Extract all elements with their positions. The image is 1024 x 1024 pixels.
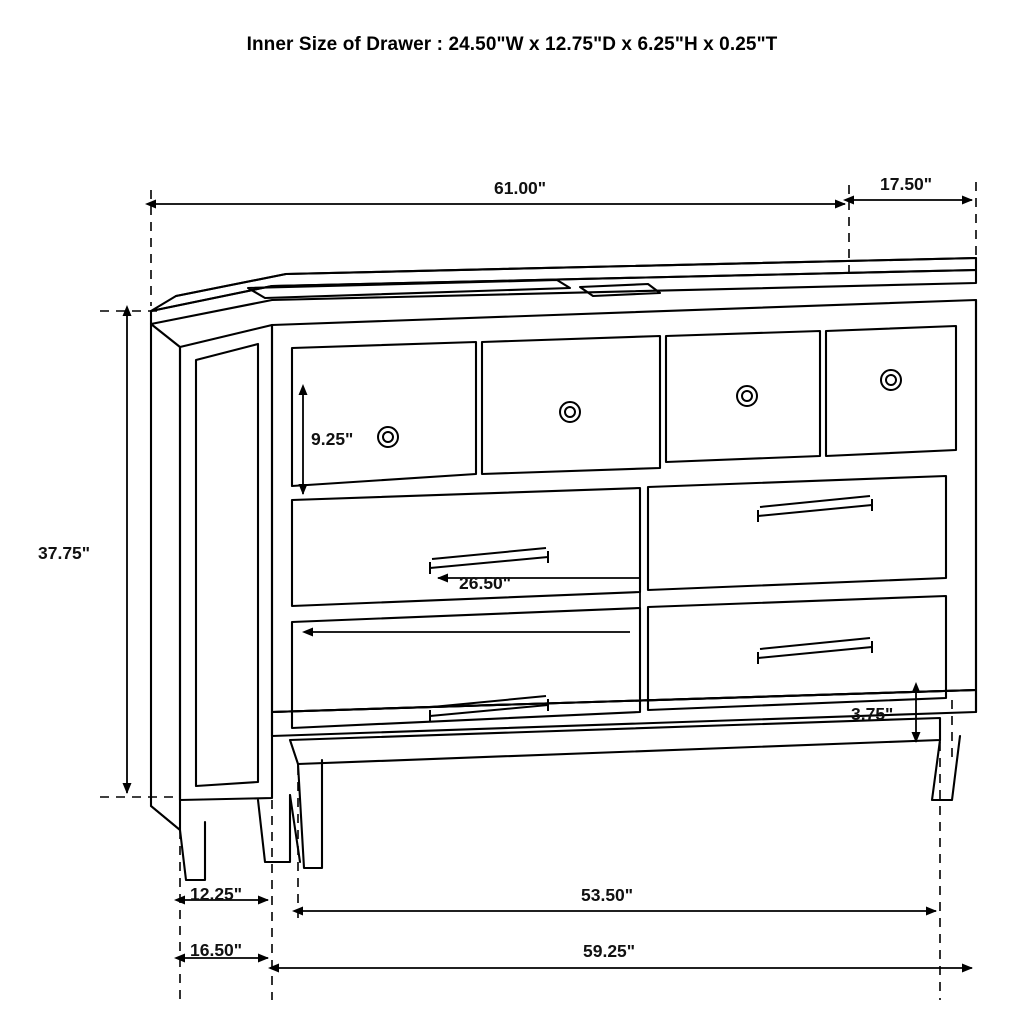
dim-label-overall-width-front: 61.00" xyxy=(494,178,547,198)
left-side-outer xyxy=(151,324,180,830)
top-left-bevel xyxy=(176,274,286,296)
pull-3-2 xyxy=(758,647,872,658)
left-side-inset xyxy=(196,344,258,786)
knob-2 xyxy=(560,402,580,422)
dim-label-drawer-width: 26.50" xyxy=(459,573,512,593)
left-leg-top-line xyxy=(151,806,180,830)
dim-label-overall-height: 37.75" xyxy=(38,543,91,563)
dim-label-top-drawer-height: 9.25" xyxy=(311,429,354,449)
dim-label-overall-width-bottom: 59.25" xyxy=(583,941,636,961)
dim-label-depth-top: 17.50" xyxy=(880,174,933,194)
knob-3 xyxy=(737,386,757,406)
front-center-leg xyxy=(298,760,322,868)
pull-2-2 xyxy=(758,505,872,516)
dim-label-leg-inset: 12.25" xyxy=(190,884,243,904)
dim-label-case-width: 53.50" xyxy=(581,885,634,905)
drawer-1-1 xyxy=(292,342,476,486)
left-rear-leg xyxy=(258,795,290,862)
dresser-body xyxy=(151,258,976,880)
drawer-2-2 xyxy=(648,476,946,590)
knob-1 xyxy=(378,427,398,447)
knob-4 xyxy=(881,370,901,390)
right-front-leg xyxy=(932,736,960,800)
dim-label-base-clearance: 3.75" xyxy=(851,704,894,724)
dim-label-base-depth: 16.50" xyxy=(190,940,243,960)
pull-2-1 xyxy=(430,557,548,568)
page-title: Inner Size of Drawer : 24.50"W x 12.75"D x 6.25"H x 0.25"T xyxy=(246,34,778,55)
drawer-1-2 xyxy=(482,336,660,474)
left-front-leg xyxy=(180,822,205,880)
